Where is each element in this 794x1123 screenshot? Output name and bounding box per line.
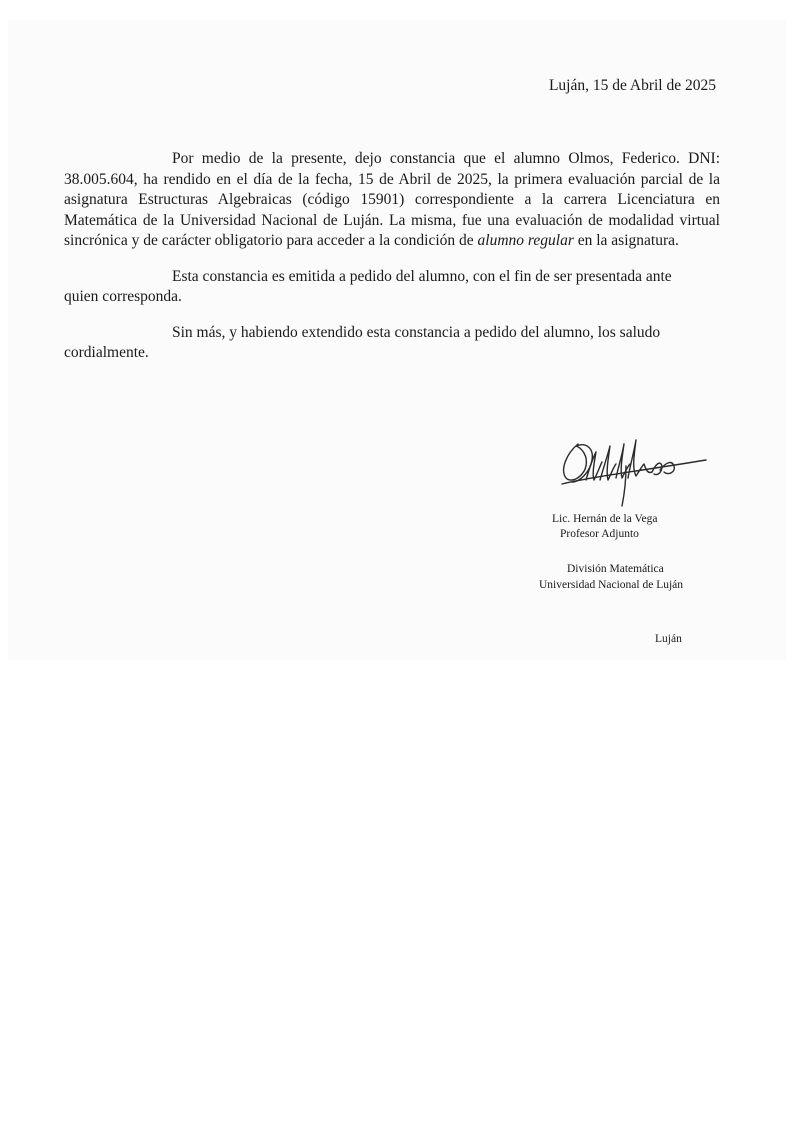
signatory-name: Lic. Hernán de la Vega [552, 513, 658, 525]
signature-icon [556, 426, 708, 508]
paragraph-1-ending: en la asignatura. [573, 232, 679, 249]
signatory-university: Universidad Nacional de Luján [539, 579, 684, 591]
signatory-title: Profesor Adjunto [560, 528, 639, 540]
signatory-place: Luján [655, 633, 682, 645]
signature-strokes [562, 440, 706, 506]
letter-date: Luján, 15 de Abril de 2025 [548, 77, 716, 94]
letter-body [64, 149, 720, 364]
paragraph-3: Sin más, y habiendo extendido esta constancia a pedido del alumno, los saludo cordialmente. [64, 323, 661, 361]
signatory-division: División Matemática [567, 563, 664, 575]
paragraph-1 [64, 149, 720, 252]
paragraph-2: Esta constancia es emitida a pedido del alumno, con el fin de ser presentada ante quien corresponda. [64, 267, 672, 305]
paragraph-1-text: Por medio de la presente, dejo constancia que el alumno Olmos, Federico. DNI: 38.005.604, ha rendido en el día de la fecha, 15 de Abril de 2025, la primera evaluación parcial de la asignatura Estructuras Algebraicas (código 15901) correspondiente a la carrera Licenciatura en Matemática de la Universidad Nacional de Luján. La misma, fue una evaluación de modalidad virtual sincrónica y de carácter obligatorio para acceder a la condición de [64, 150, 720, 249]
paragraph-1-emphasis: alumno regular [477, 232, 574, 249]
